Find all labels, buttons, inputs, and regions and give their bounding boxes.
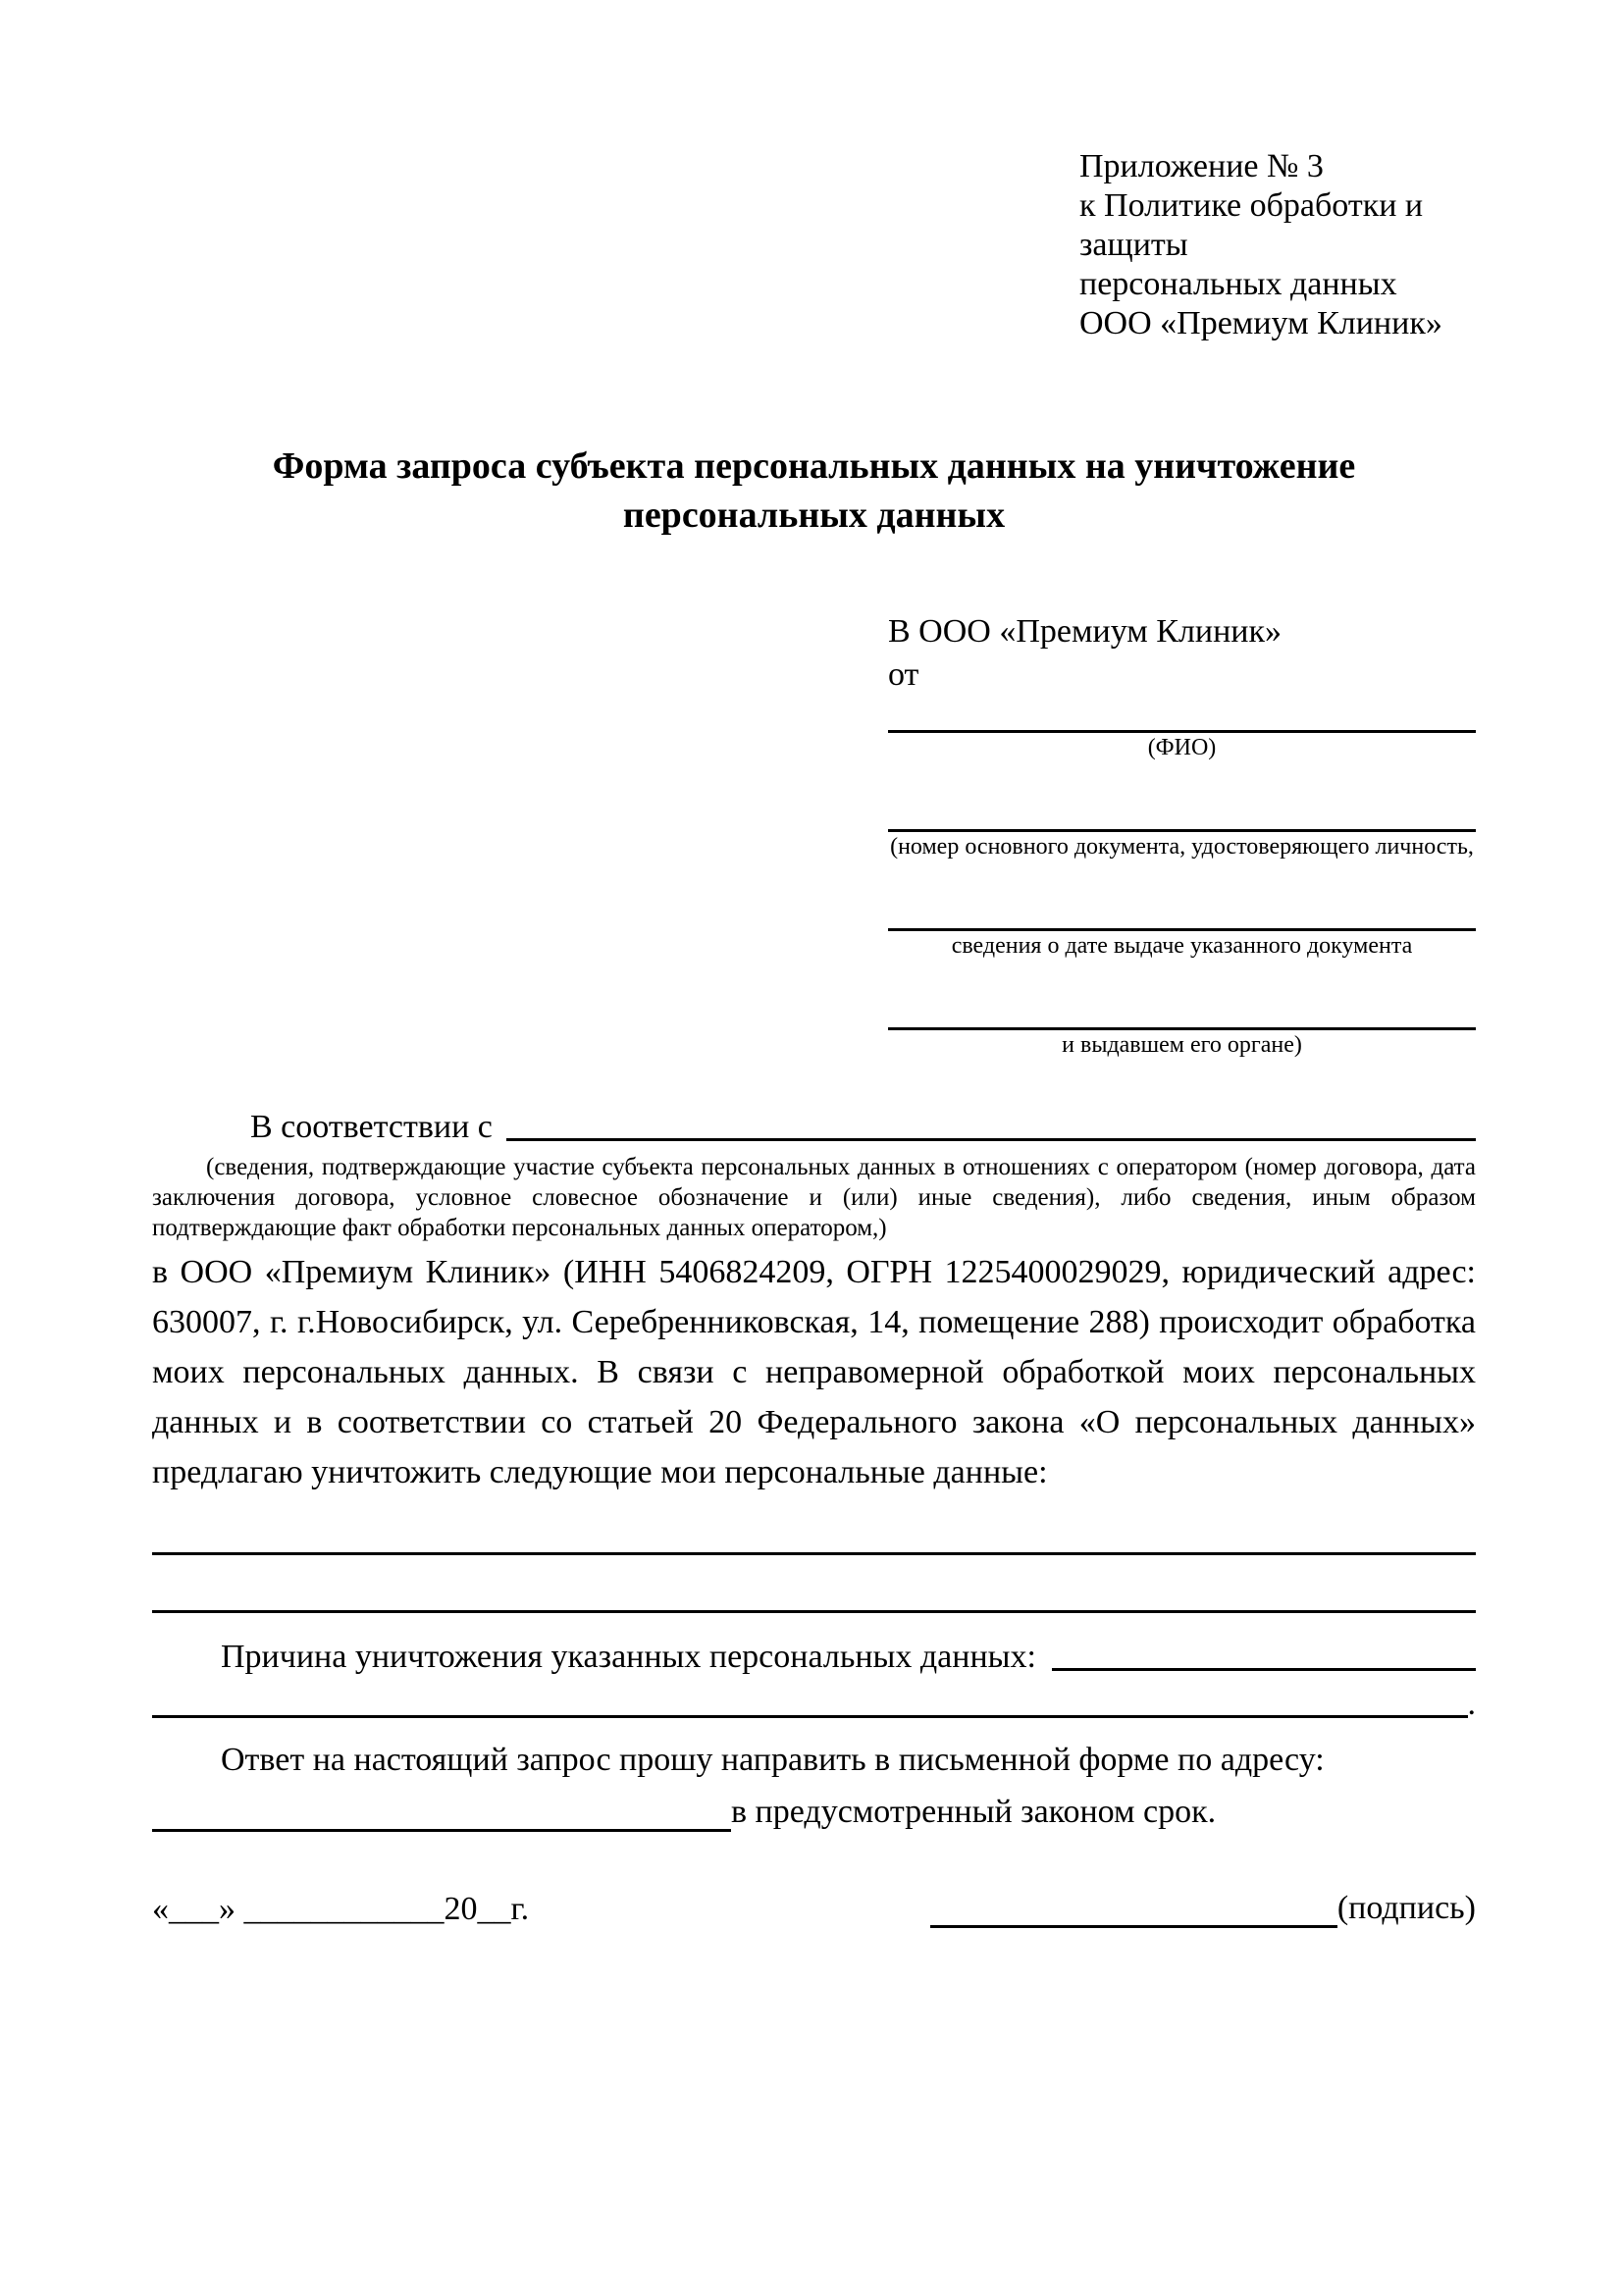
accordance-note: (сведения, подтверждающие участие субъекта персональных данных в отношениях с оператором (номер договора, дата заключения договора, условное словесное обозначение и (или) иные сведения), либо сведения, иным образом подтверждающие факт обработки персональных данных оператором,) [152, 1154, 1476, 1241]
accordance-row [152, 1109, 1476, 1146]
reason-tail-period: . [1467, 1686, 1476, 1722]
reason-tail-row [152, 1676, 1476, 1723]
signature-caption: (подпись) [1336, 1890, 1476, 1926]
appendix-header-line: ООО «Премиум Клиник» [1079, 305, 1442, 341]
issue-date-fill-line [888, 895, 1476, 931]
signature-group [930, 1889, 1476, 1928]
addressee-block [888, 610, 1476, 1060]
identity-document-caption: (номер основного документа, удостоверяющего личность, [890, 834, 1474, 860]
appendix-header-line: к Политике обработки и защиты [1079, 187, 1424, 263]
response-address-row [152, 1785, 1476, 1832]
main-paragraph: в ООО «Премиум Клиник» (ИНН 5406824209, ОГРН 1225400029029, юридический адрес: 630007, г. г.Новосибирск, ул. Серебренниковская, 14, помещение 288) происходит обработка моих персональных данных. В связи с неправомерной обработкой моих персональных данных и в соответствии со статьей 20 Федерального закона «О персональных данных» предлагаю уничтожить следующие мои персональные данные: [152, 1254, 1476, 1490]
identity-document-fill-line [888, 796, 1476, 832]
reason-row [152, 1639, 1476, 1676]
appendix-header-line: Приложение № 3 [1079, 148, 1324, 184]
reason-fill-line [1052, 1668, 1476, 1671]
footer-row [152, 1889, 1476, 1928]
fio-fill-line [888, 697, 1476, 733]
accordance-fill-line [506, 1138, 1476, 1141]
issue-date-caption: сведения о дате выдаче указанного документа [951, 933, 1413, 959]
fio-caption: (ФИО) [1147, 735, 1217, 760]
signature-fill-line [930, 1892, 1337, 1928]
personal-data-fill-line-2 [152, 1555, 1476, 1613]
appendix-header [1079, 147, 1476, 343]
personal-data-fill-line-1 [152, 1497, 1476, 1555]
document-title: Форма запроса субъекта персональных данных на уничтожение персональных данных [272, 445, 1356, 536]
address-fill-line [152, 1796, 731, 1832]
reason-label: Причина уничтожения указанных персональных данных: [221, 1639, 1036, 1675]
reason-fill-line-2 [152, 1715, 1468, 1718]
appendix-header-line: персональных данных [1079, 266, 1397, 302]
accordance-label: В соответствии с [250, 1109, 493, 1145]
issuing-authority-caption: и выдавшем его органе) [1062, 1032, 1302, 1058]
issuing-authority-fill-line [888, 994, 1476, 1030]
response-request-paragraph: Ответ на настоящий запрос прошу направить в письменной форме по адресу: [221, 1742, 1325, 1778]
addressee-to-line: В ООО «Премиум Клиник» [888, 613, 1283, 650]
response-tail-text: в предусмотренный законом срок. [731, 1794, 1217, 1830]
date-blank-line: «___» ____________20__г. [152, 1891, 530, 1927]
addressee-from-label: от [888, 656, 919, 693]
